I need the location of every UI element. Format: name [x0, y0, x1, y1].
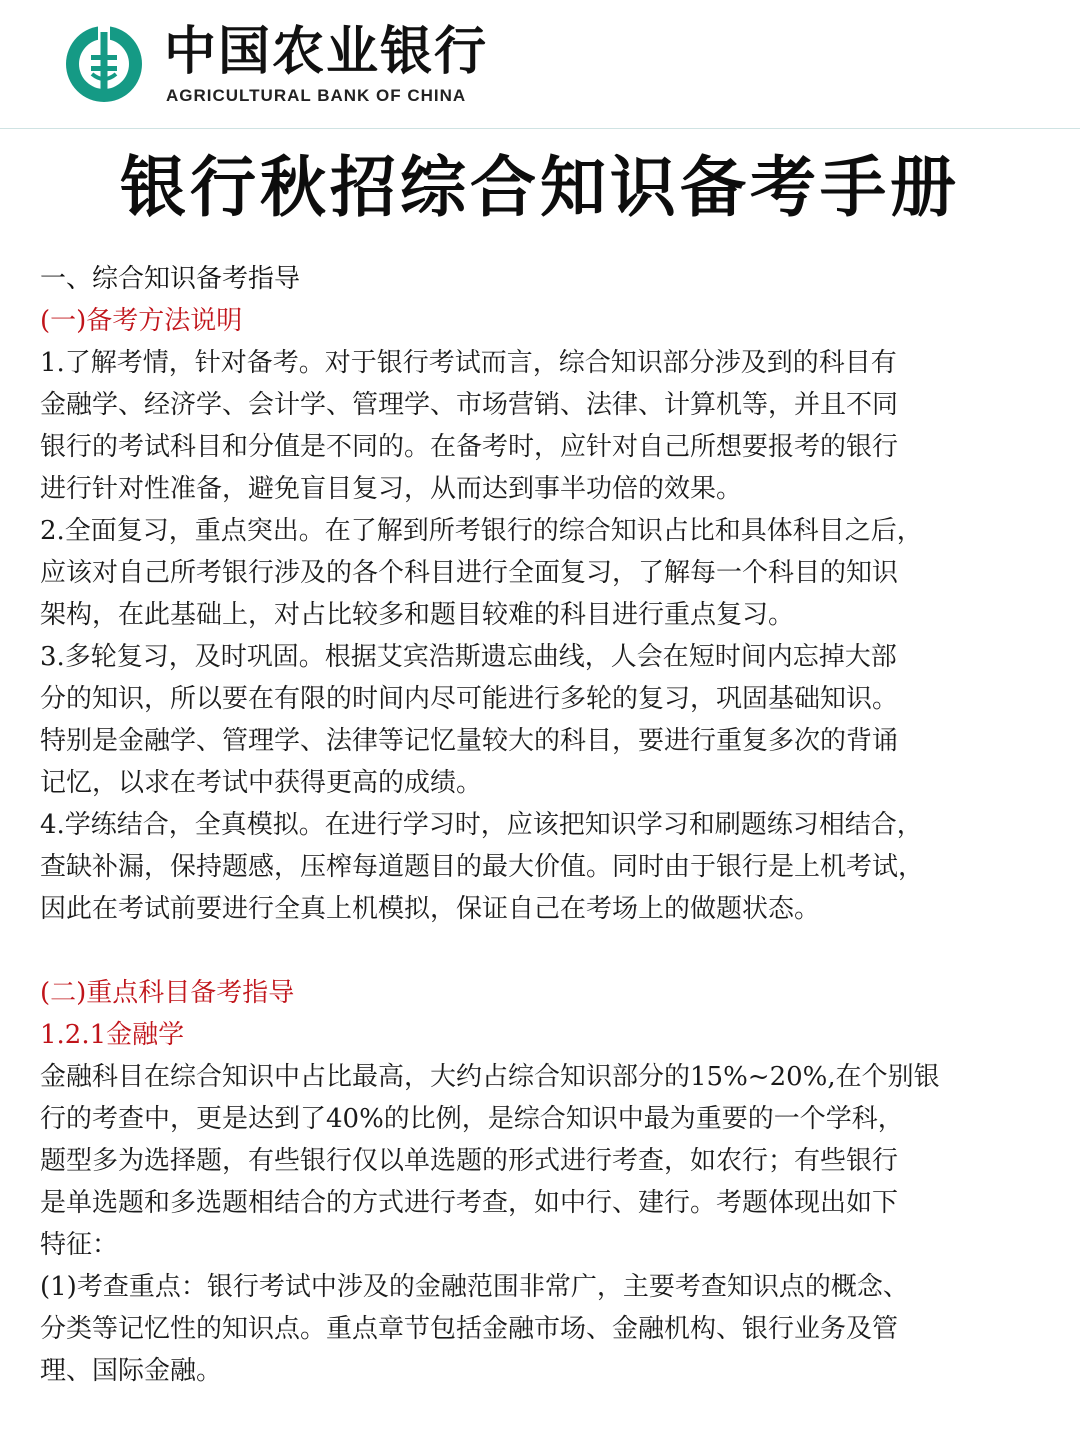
- subsection-heading-methods: (一)备考方法说明: [40, 306, 243, 336]
- text-line: 题型多为选择题，有些银行仅以单选题的形式进行考查，如农行；有些银行: [40, 1146, 899, 1176]
- subsubsection-heading-finance: 1.2.1金融学: [40, 1020, 185, 1050]
- text-line: 理、国际金融。: [40, 1356, 223, 1386]
- text-line: 记忆，以求在考试中获得更高的成绩。: [40, 768, 483, 798]
- text-line: 4.学练结合，全真模拟。在进行学习时，应该把知识学习和刷题练习相结合，: [40, 810, 923, 840]
- text-line: 因此在考试前要进行全真上机模拟，保证自己在考场上的做题状态。: [40, 894, 821, 924]
- text-line: 3.多轮复习，及时巩固。根据艾宾浩斯遗忘曲线，人会在短时间内忘掉大部: [40, 642, 897, 672]
- header-bar: [0, 0, 1080, 129]
- text-line: 是单选题和多选题相结合的方式进行考查，如中行、建行。考题体现出如下: [40, 1188, 899, 1218]
- text-line: 架构，在此基础上，对占比较多和题目较难的科目进行重点复习。: [40, 600, 795, 630]
- subsection-heading-key-subjects: (二)重点科目备考指导: [40, 978, 295, 1008]
- text-line: 特别是金融学、管理学、法律等记忆量较大的科目，要进行重复多次的背诵: [40, 726, 899, 756]
- abc-wheat-coin-icon: [62, 22, 146, 106]
- text-line: 金融科目在综合知识中占比最高，大约占综合知识部分的15%~20%,在个别银: [40, 1062, 940, 1092]
- text-line: 分的知识，所以要在有限的时间内尽可能进行多轮的复习，巩固基础知识。: [40, 684, 899, 714]
- document-body: [40, 258, 1050, 1392]
- text-line: 2.全面复习，重点突出。在了解到所考银行的综合知识占比和具体科目之后，: [40, 516, 923, 546]
- text-line: 1.了解考情，针对备考。对于银行考试而言，综合知识部分涉及到的科目有: [40, 348, 897, 378]
- methods-paragraph: [40, 342, 1050, 930]
- text-line: 金融学、经济学、会计学、管理学、市场营销、法律、计算机等，并且不同: [40, 390, 899, 420]
- text-line: 查缺补漏，保持题感，压榨每道题目的最大价值。同时由于银行是上机考试，: [40, 852, 925, 882]
- finance-paragraph: [40, 1056, 1050, 1392]
- bank-name-cn: 中国农业银行: [164, 22, 489, 82]
- text-line: 银行的考试科目和分值是不同的。在备考时，应针对自己所想要报考的银行: [40, 432, 899, 462]
- page-title: 银行秋招综合知识备考手册: [120, 149, 960, 226]
- text-line: 特征：: [40, 1230, 119, 1260]
- text-line: 进行针对性准备，避免盲目复习，从而达到事半功倍的效果。: [40, 474, 743, 504]
- text-line: 行的考查中，更是达到了40%的比例，是综合知识中最为重要的一个学科，: [40, 1104, 904, 1134]
- text-line: 分类等记忆性的知识点。重点章节包括金融市场、金融机构、银行业务及管: [40, 1314, 899, 1344]
- spacer: [40, 930, 1050, 972]
- section-heading: 一、综合知识备考指导: [40, 264, 301, 294]
- bank-name-en: AGRICULTURAL BANK OF CHINA: [166, 86, 467, 105]
- text-line: 应该对自己所考银行涉及的各个科目进行全面复习，了解每一个科目的知识: [40, 558, 899, 588]
- text-line: (1)考查重点：银行考试中涉及的金融范围非常广，主要考查知识点的概念、: [40, 1272, 909, 1302]
